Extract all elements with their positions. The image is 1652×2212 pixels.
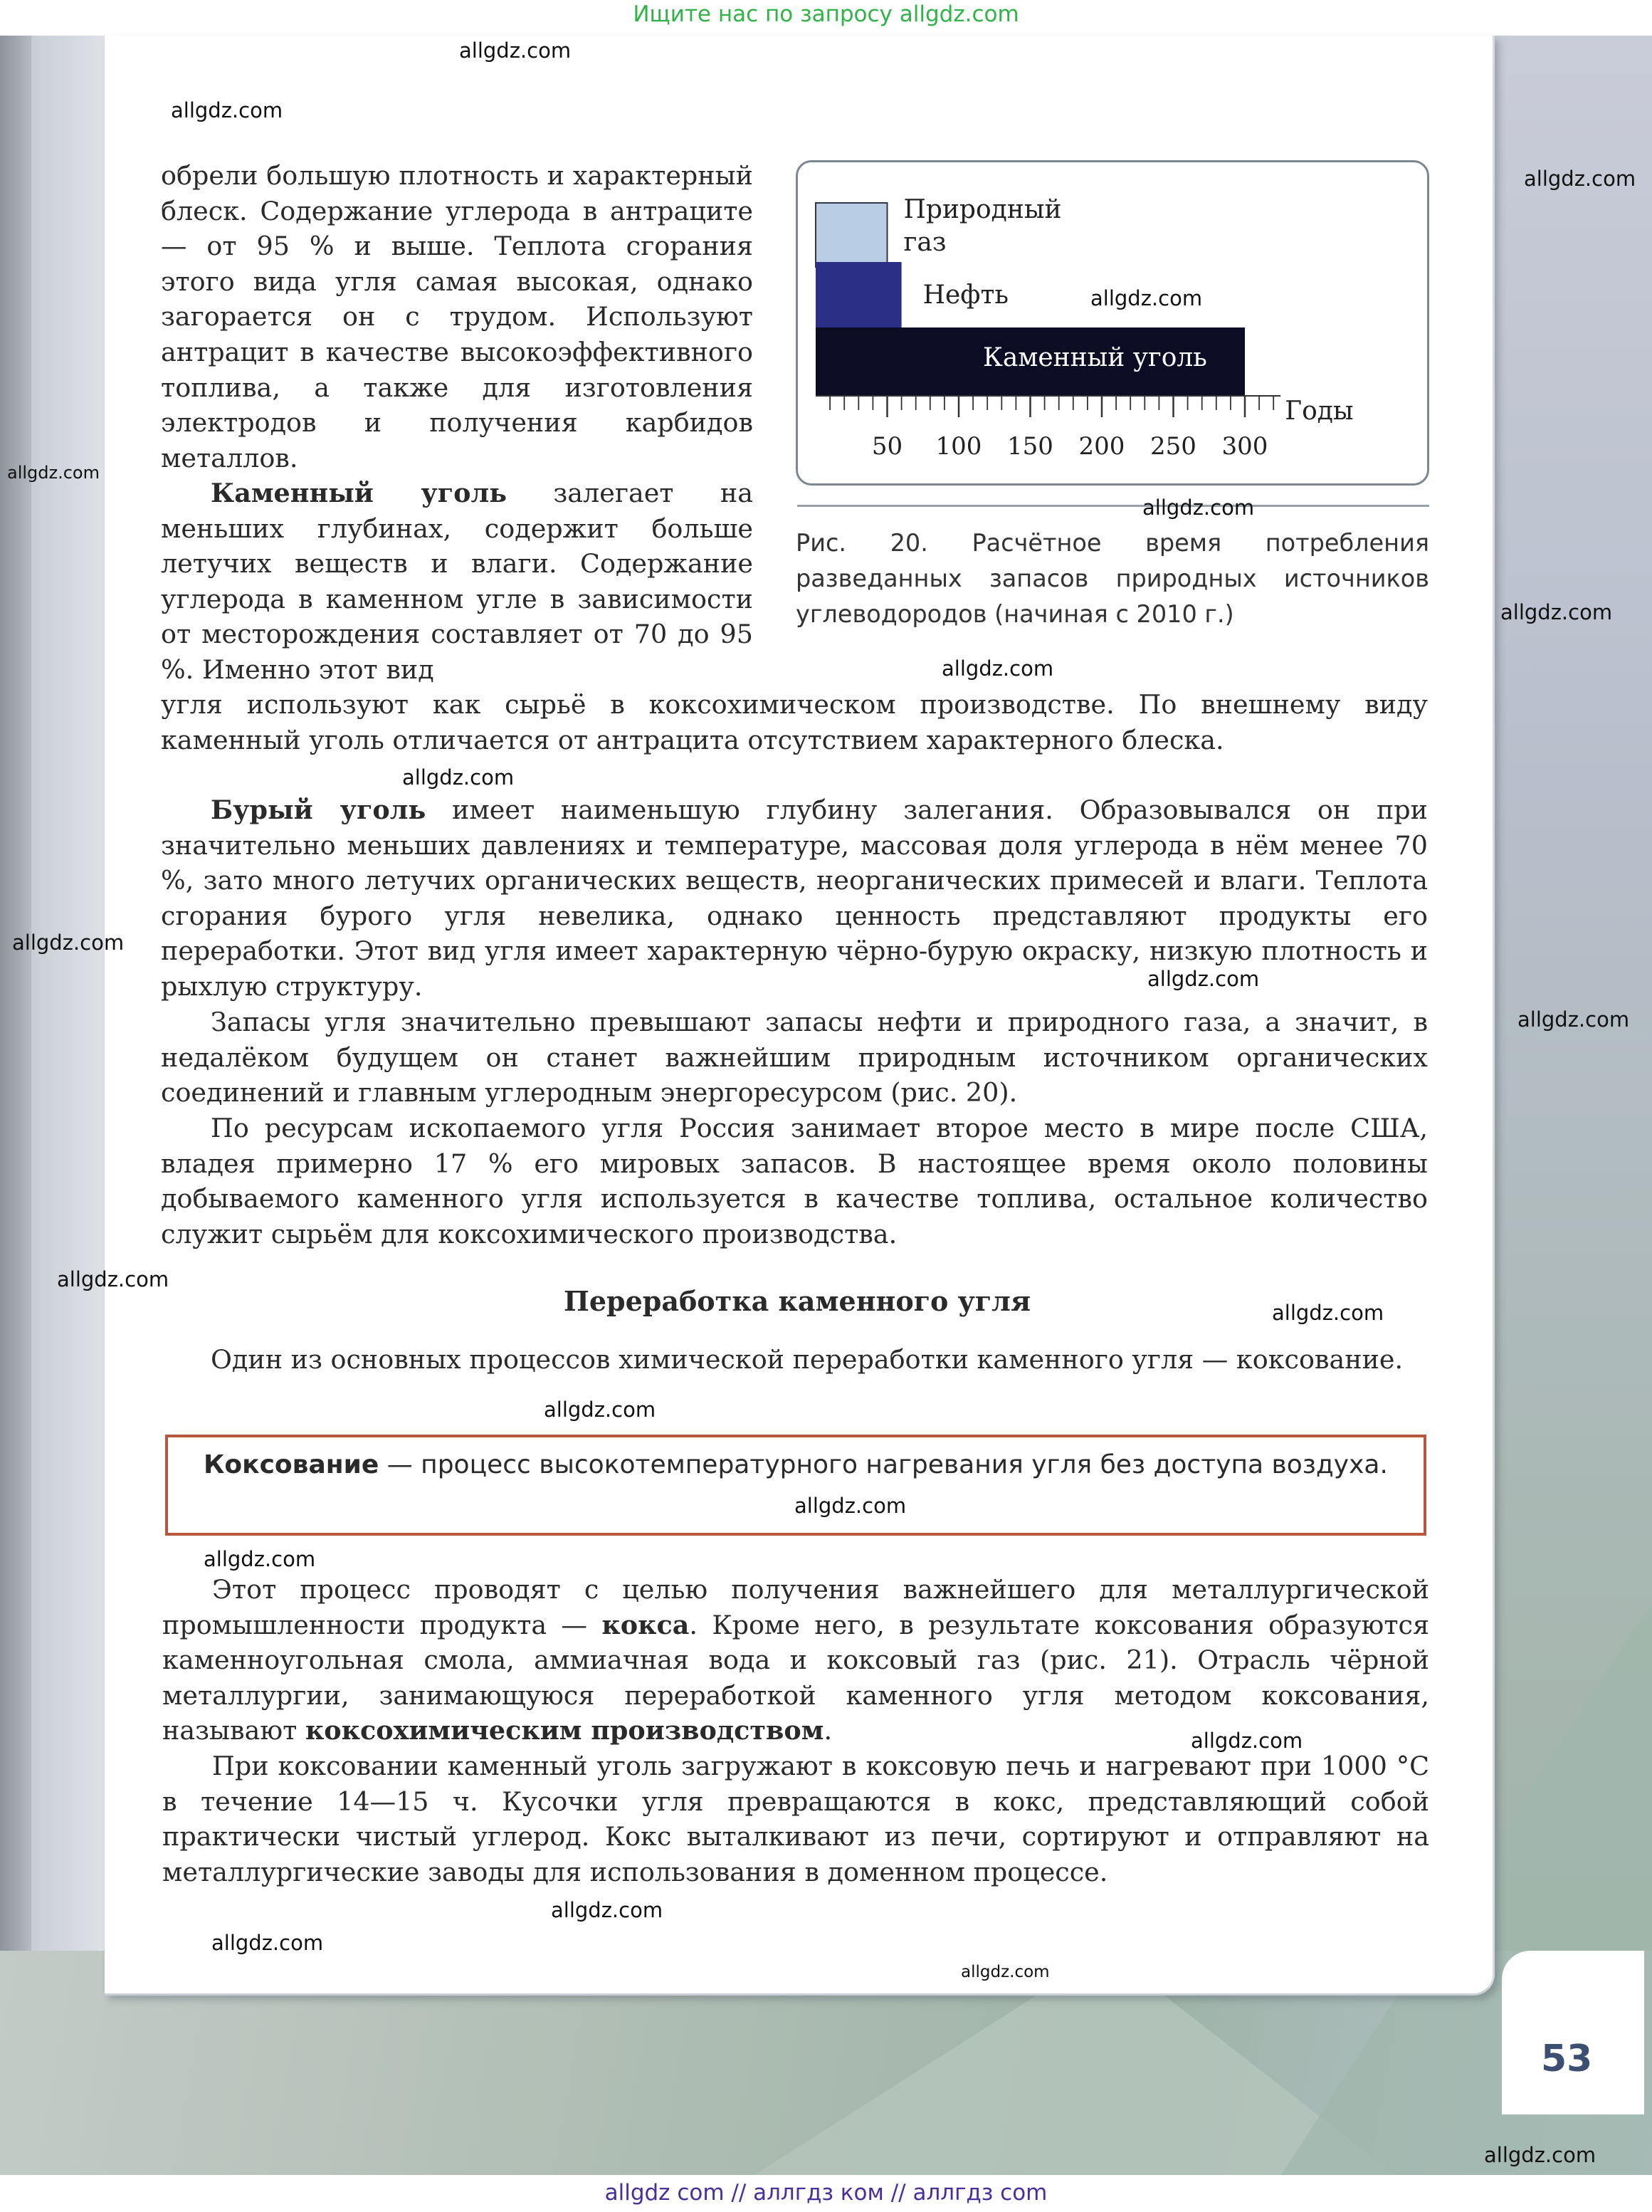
watermark: allgdz.com: [57, 1267, 169, 1291]
definition-box: Коксование — процесс высокотемпературного нагревания угля без доступа воздуха.: [165, 1435, 1426, 1536]
tick-label: 100: [935, 432, 982, 461]
term-brown-coal: Бурый уголь: [211, 795, 426, 825]
page-number-tab: [1502, 1951, 1644, 2114]
paragraph-russia-resources: По ресурсам ископаемого угля Россия занимает второе место в мире после США, владея примерно 17 % его мировых запасов. В настоящее время около половины добываемого каменного угля используется в качестве топлива, остальное количество служит сырьём для коксохимического производства.: [161, 1113, 1428, 1249]
figure-caption: Рис. 20. Расчётное время потребления разведанных запасов природных источников углеводородов (начиная с 2010 г.): [796, 529, 1429, 628]
paragraph-brown-coal: Бурый уголь имеет наименьшую глубину залегания. Образовывался он при значительно меньших давлениях и температуре, массовая доля углерода в нём менее 70 %, зато много летучих органических веществ, неорганических примесей и влаги. Теплота сгорания бурого угля невелика, однако ценность представляют продукты его переработки. Этот вид угля имеет характерную чёрно-бурую окраску, низкую плотность и рыхлую структуру.: [161, 795, 1429, 1002]
watermark: allgdz.com: [1500, 600, 1613, 624]
watermark: allgdz.com: [204, 1547, 316, 1571]
watermark: allgdz.com: [1191, 1729, 1303, 1753]
watermark: allgdz.com: [961, 1963, 1050, 1981]
watermark: allgdz.com: [1142, 496, 1255, 520]
label-natural-gas-line2: газ: [903, 228, 947, 257]
watermark: allgdz.com: [942, 656, 1054, 681]
bottom-watermark-banner[interactable]: allgdz com // аллгдз ком // аллгдз com: [604, 2180, 1048, 2206]
watermark: allgdz.com: [7, 463, 100, 483]
tick-label: 300: [1221, 432, 1268, 461]
watermark: allgdz.com: [1517, 1007, 1630, 1032]
watermark: allgdz.com: [171, 98, 283, 122]
label-hard-coal: Каменный уголь: [983, 343, 1207, 372]
tick-label: 200: [1078, 432, 1125, 461]
watermark: allgdz.com: [1090, 286, 1203, 310]
watermark: allgdz.com: [794, 1494, 907, 1518]
top-watermark-banner[interactable]: Ищите нас по запросу allgdz.com: [633, 1, 1019, 27]
bar-natural-gas: [816, 203, 888, 267]
x-axis-minor-ticks: [830, 396, 1273, 417]
paragraph-coal-reserves: Запасы угля значительно превышают запасы нефти и природного газа, а значит, в недалёком будущем он станет важнейшим природным источником органических соединений и главным углеродным энергоресурсом (рис. 20).: [161, 1007, 1428, 1108]
x-axis-label: Годы: [1285, 397, 1354, 426]
tick-label: 50: [871, 432, 903, 461]
x-axis-tick-labels: [872, 432, 1268, 461]
page-number: 53: [1541, 2038, 1593, 2080]
term-hard-coal: Каменный уголь: [211, 478, 507, 508]
watermark: allgdz.com: [544, 1398, 656, 1422]
watermark: allgdz.com: [1147, 967, 1260, 991]
watermark: allgdz.com: [1524, 167, 1636, 191]
figure-20-frame: [796, 160, 1429, 486]
book-spine-shadow: [0, 36, 31, 2175]
caption-rule: [797, 505, 1429, 507]
tick-label: 150: [1007, 432, 1053, 461]
label-oil: Нефть: [922, 281, 1009, 310]
paragraph-coking-intro: Один из основных процессов химической переработки каменного угля — коксование.: [211, 1344, 1404, 1375]
paragraph-hard-coal-cont: угля используют как сырьё в коксохимическом производстве. По внешнему виду каменный уголь отличается от антрацита отсутствием характерного блеска.: [161, 689, 1428, 755]
bar-oil: [816, 262, 902, 327]
watermark: allgdz.com: [1272, 1301, 1384, 1325]
definition-term: Коксование: [204, 1450, 379, 1479]
label-natural-gas-line1: Природный: [903, 195, 1062, 224]
watermark: allgdz.com: [551, 1898, 663, 1922]
watermark: allgdz.com: [1484, 2143, 1596, 2167]
section-heading: Переработка каменного угля: [563, 1285, 1031, 1317]
tick-label: 250: [1150, 432, 1196, 461]
figure-20-chart: [798, 162, 1427, 483]
paragraph-coking-purpose: Этот процесс проводят с целью получения важнейшего для металлургической промышленности продукта — кокса. Кроме него, в результате коксования образуются каменноугольная смола, аммиачная вода и коксовый газ (рис. 21). Отрасль чёрной металлургии, занимающуюся переработкой каменного угля методом коксования, называют коксохимическим производством.: [162, 1574, 1429, 1746]
watermark: allgdz.com: [402, 765, 515, 790]
paragraph-anthracite: обрели большую плотность и характерный блеск. Содержание углерода в антраците — от 95 % и выше. Теплота сгорания этого вида угля самая высокая, однако загорается он с трудом. Используют антрацит в качестве высокоэффективного топлива, а также для изготовления электродов и получения карбидов металлов.: [161, 160, 753, 473]
watermark: allgdz.com: [12, 931, 125, 955]
watermark: allgdz.com: [459, 38, 572, 63]
paragraph-hard-coal: Каменный уголь залегает на меньших глубинах, содержит больше летучих веществ и влаги. Содержание углерода в каменном угле в зависимости от месторождения составляет от 70 до 95 %. Именно этот вид: [161, 478, 753, 685]
paragraph-coking-process: При коксовании каменный уголь загружают в коксовую печь и нагревают при 1000 °С в течение 14—15 ч. Кусочки угля превращаются в кокс, представляющий собой практически чистый углерод. Кокс выталкивают из печи, сортируют и отправляют на металлургические заводы для использования в доменном процессе.: [162, 1751, 1429, 1887]
watermark: allgdz.com: [211, 1931, 324, 1955]
